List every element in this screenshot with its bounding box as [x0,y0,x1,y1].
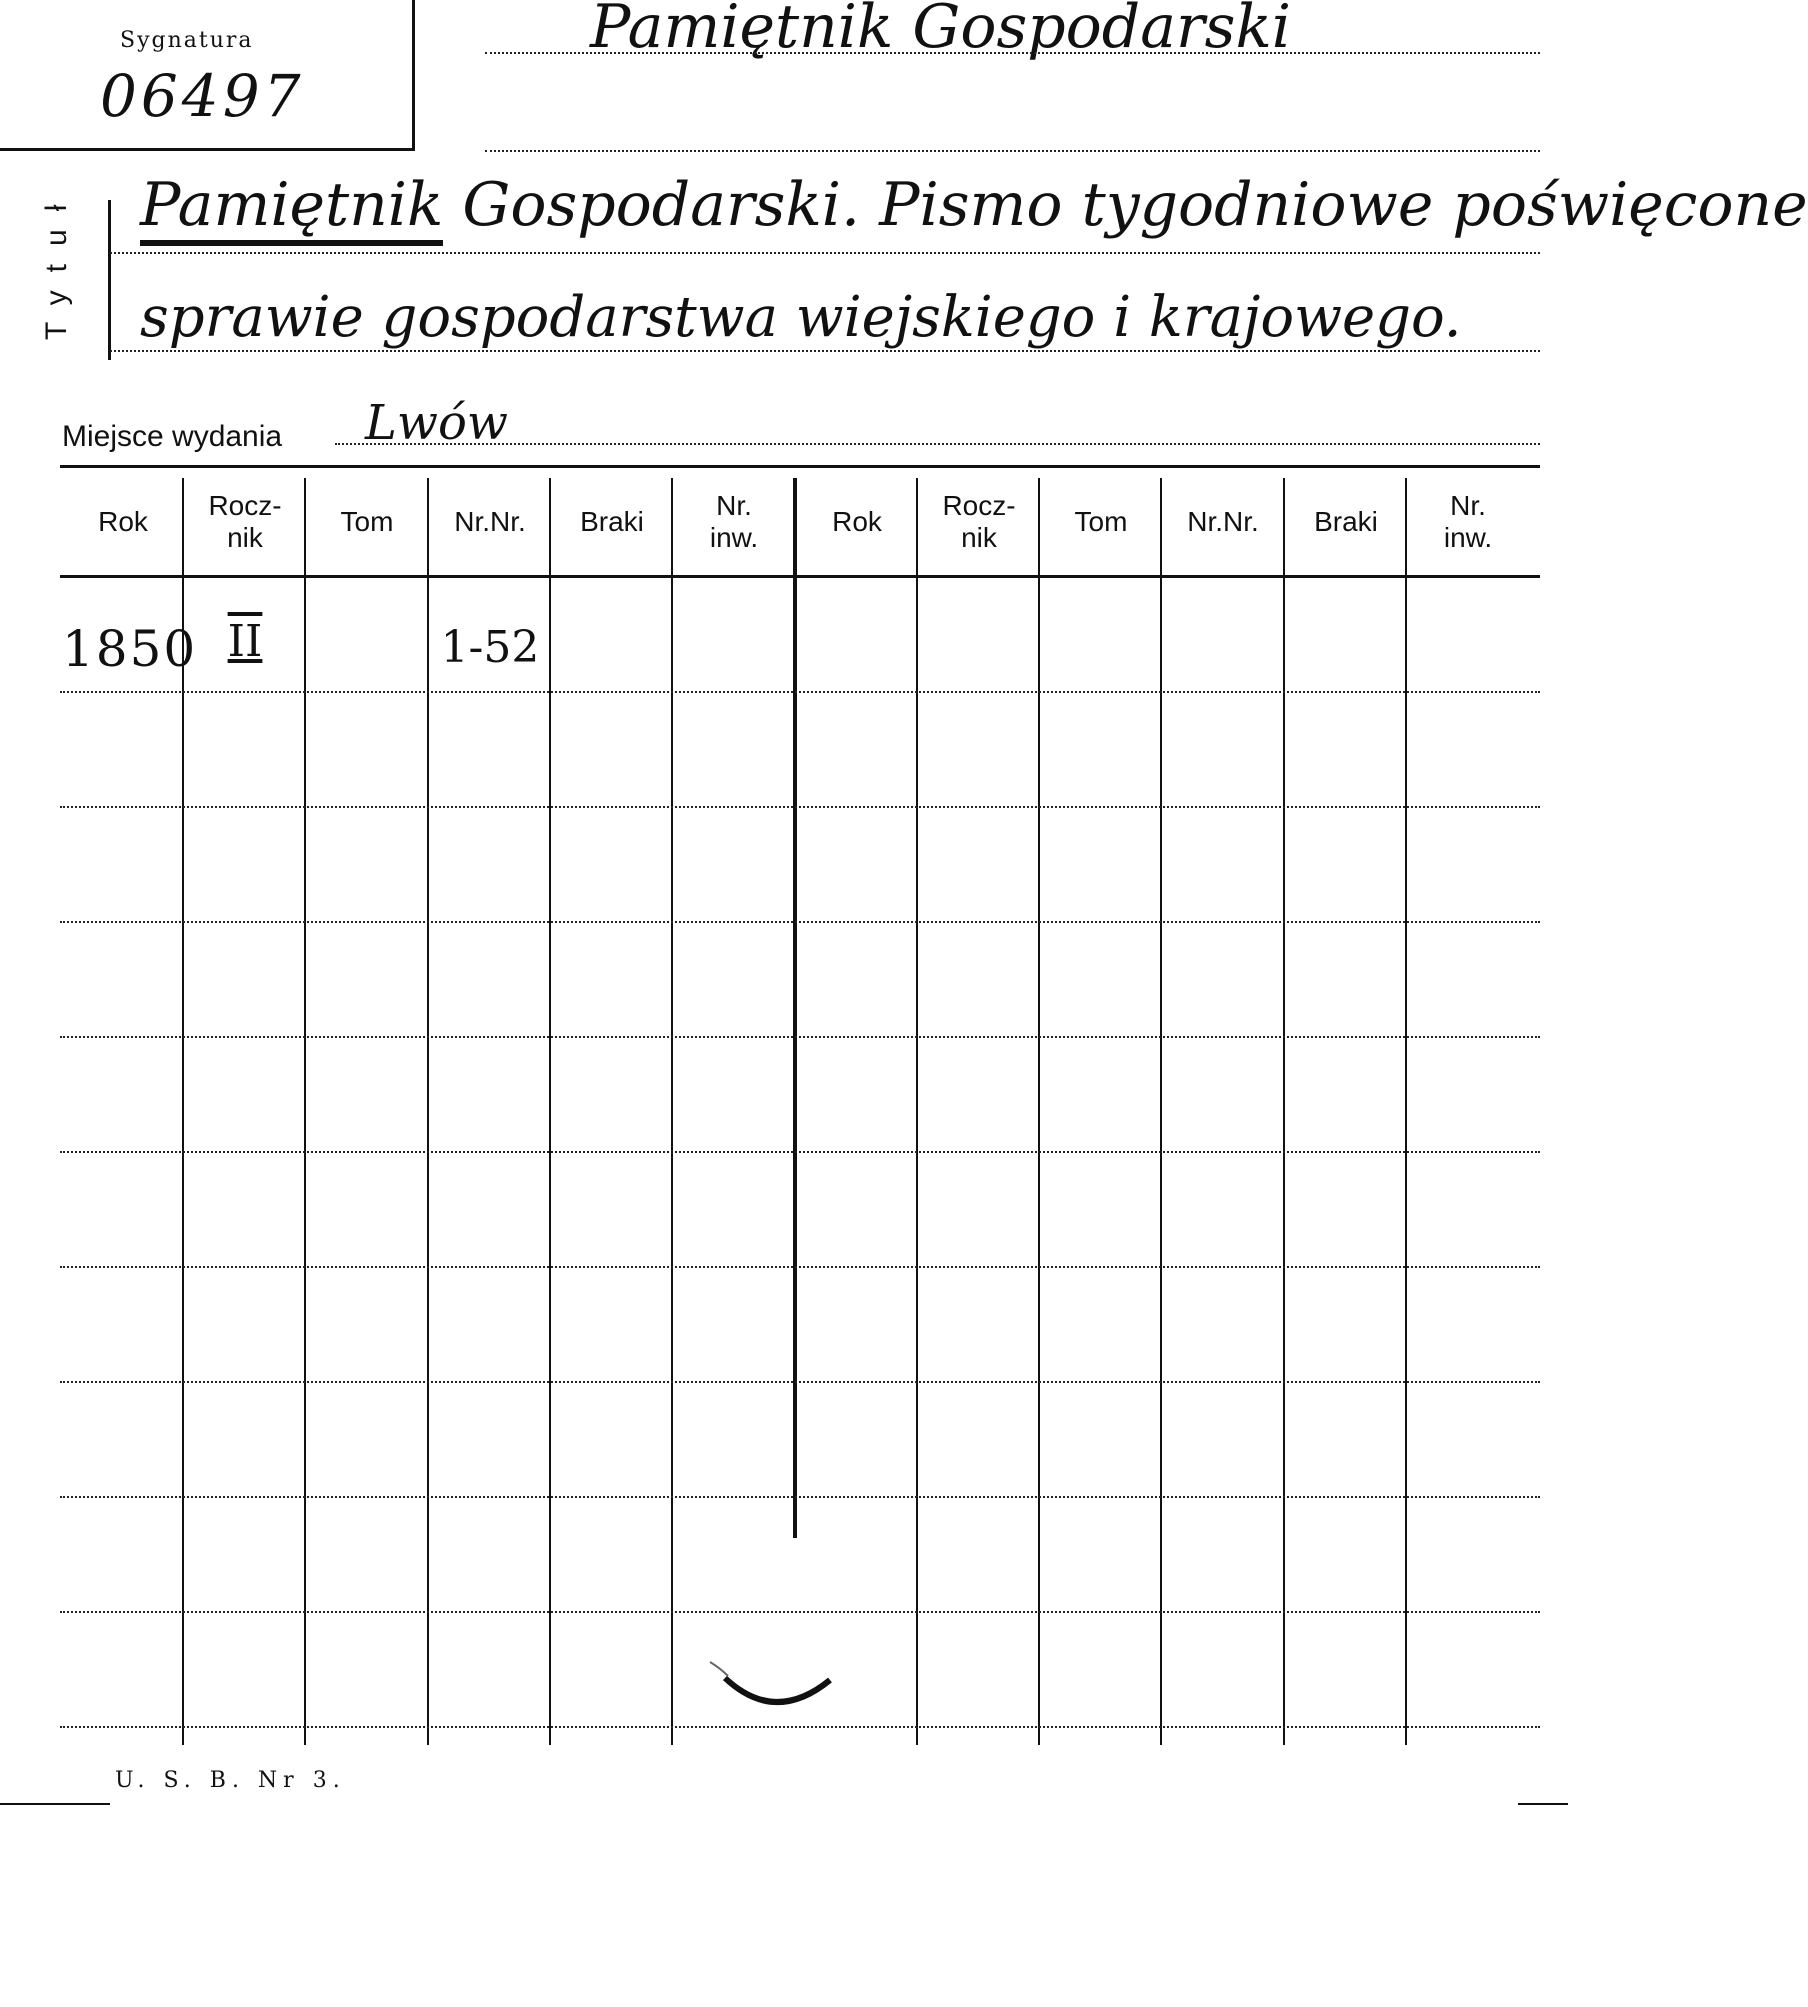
place-label: Miejsce wydania [62,420,283,453]
cell-rok: 1850 [62,620,198,678]
title-bracket [108,200,111,360]
cell-nrnr: 1-52 [440,622,540,673]
signature-number: 06497 [100,62,305,130]
title-label: Tytuł [40,186,73,340]
bottom-edge-mark [1518,1803,1568,1805]
table-header-rule [60,575,1540,578]
table-top-rule [60,465,1540,468]
header-nr-inw: Nr. inw. [1443,490,1493,553]
bottom-edge-mark [0,1803,110,1805]
header-braki: Braki [1314,506,1378,537]
row-rule [60,1266,1540,1268]
place-dots [335,443,1540,445]
header-nr-inw: Nr. inw. [709,490,759,553]
row-rule [60,1036,1540,1038]
punch-hole-mark [700,1650,850,1740]
cell-rocznik: II [227,616,263,667]
title-line1-rest: Gospodarski. Pismo tygodniowe poświęcone [462,170,1808,240]
row-rule [60,1381,1540,1383]
top-title: Pamiętnik Gospodarski [590,0,1291,62]
header-braki: Braki [580,506,644,537]
header-tom: Tom [340,506,394,537]
header-rocznik: Rocz- nik [942,490,1016,553]
title-line1-dots [110,252,1540,254]
row-rule [60,691,1540,693]
row-rule [60,1611,1540,1613]
top-title-line [485,52,1540,54]
title-line1 [140,170,1808,240]
row-rule [60,1496,1540,1498]
table-row [60,580,1540,690]
header-nrnr: Nr.Nr. [1187,506,1259,537]
row-rule [60,806,1540,808]
title-underlined-word: Pamiętnik [140,170,443,246]
row-rule [60,921,1540,923]
row-rule [60,1151,1540,1153]
title-line2-dots [110,350,1540,352]
header-tom: Tom [1074,506,1128,537]
header-nrnr: Nr.Nr. [454,506,526,537]
signature-label: Sygnatura [120,28,254,53]
footer-code: U. S. B. Nr 3. [115,1768,346,1793]
header-rok: Rok [98,506,148,537]
header-rocznik: Rocz- nik [208,490,282,553]
blank-line [485,150,1540,152]
title-line2: sprawie gospodarstwa wiejskiego i krajowego. [140,285,1462,350]
place-value: Lwów [365,395,508,451]
header-rok: Rok [832,506,882,537]
